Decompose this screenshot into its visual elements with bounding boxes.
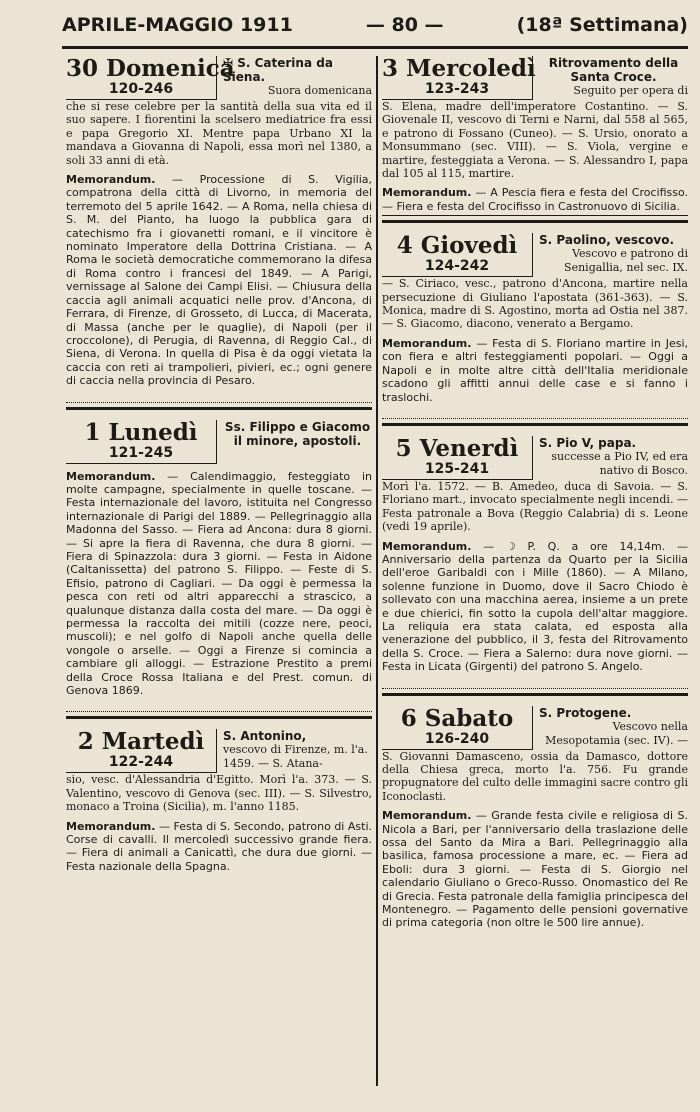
day-header (66, 420, 372, 464)
day-saturday-6 (382, 706, 688, 930)
memorandum-label: Memorandum. (66, 173, 156, 187)
saint-name: Ritrovamento della Santa Croce. (548, 56, 679, 84)
day-header (66, 56, 372, 100)
day-text: — S. Ciriaco, vesc., patrono d'Ancona, martire nella persecuzione di Giuliano l'apostata (361-363). — S. Monica, madre di S. Agostino, morta ad Ostia nel 387. — S. Giacomo, diacono, venerato a Bergamo. (382, 277, 688, 331)
memorandum (382, 540, 688, 674)
day-text: che si rese celebre per la santità della sua vita ed il suo sapere. I fiorentini la scelsero mediatrice fra essi e papa Gregorio XI. Mentre papa Urbano XI la mandava a Giovanna di Napoli, essa morì nel 1380, a soli 33 anni di età. (66, 100, 372, 167)
saint-note: Seguito per opera di (573, 84, 688, 97)
memorandum-text: — Grande festa civile e religiosa di S. Nicola a Bari, per l'anniversario della traslazione delle ossa del Santo da Mira a Bari. Pellegrinaggio alla basilica, famosa processione a mare, ec. — Fiera ad Eboli: dura 3 giorni. — Festa di S. Giorgio nel calendario Giuliano o Greco-Russo. Onomastico del Re di Grecia. Festa patronale della famiglia principesca del Montenegro. — Pagamento delle pensioni governative di prima categoria (non oltre le 500 lire annue). (382, 809, 688, 930)
day-saint (216, 420, 372, 464)
day-saint (216, 729, 372, 773)
saint-note: Suora domenicana (267, 84, 372, 97)
saint-note: vescovo di Firenze, m. l'a. 1459. — S. Atana- (223, 743, 368, 771)
day-monday-1 (66, 420, 372, 720)
day-title (382, 233, 532, 277)
memorandum-label: Memorandum. (66, 469, 156, 483)
day-numbers: 122-244 (66, 754, 216, 773)
day-name: 4 Giovedì (396, 232, 518, 260)
day-numbers: 124-242 (382, 258, 532, 277)
memorandum (382, 186, 688, 213)
saint-note: Vescovo nella Mesopotamia (sec. IV). — (545, 719, 688, 747)
day-thursday-4 (382, 233, 688, 426)
day-saint (216, 56, 372, 100)
memorandum-text: — Calendimaggio, festeggiato in molte campagne, specialmente in quelle toscane. — Festa internazionale del lavoro, istituita nel Congresso internazionale di Parigi del 1889. — Pellegrinaggio alla Madonna del Sasso. — Fiera ad Ancona: dura 8 giorni. — Si apre la fiera di Ravenna, che dura 8 giorni. — Fiera di Spinazzola: dura 3 giorni. — Festa in Aidone (Caltanissetta) del patrono S. Filippo. — Feste di S. Efisio, patrono di Cagliari. — Da oggi è permessa la pesca con reti od altri apparecchi a strascico, a qualunque distanza dalla costa del mare. — Da oggi è permessa la raccolta dei mitili (cozze nere, peoci, muscoli); e nel golfo di Napoli anche quella delle vongole o arselle. — Oggi a Firenze si comincia a cambiare gli alloggi. — Estrazione Prestito a premi della Croce Rossa Italiana e del Prest. comun. di Genova 1869. (66, 469, 372, 698)
day-wednesday-3 (382, 56, 688, 223)
day-title (382, 56, 536, 100)
day-friday-5 (382, 436, 688, 696)
day-text: S. Elena, madre dell'imperatore Costantino. — S. Giovenale II, vescovo di Terni e Narni, dal 558 al 565, e patrono di Fossano (Cuneo). — S. Ursio, onorato a Monsummano (sec. VIII). — S. Viola, vergine e martire, festeggiata a Verona. — S. Alessandro I, papa dal 105 al 115, martire. (382, 100, 688, 181)
memorandum (382, 337, 688, 404)
day-numbers: 126-240 (382, 731, 532, 750)
day-numbers: 121-245 (66, 445, 216, 464)
day-title (382, 706, 532, 750)
thin-separator (382, 215, 688, 216)
day-sunday-30 (66, 56, 372, 410)
memorandum-label: Memorandum. (382, 336, 472, 350)
section-separator (382, 693, 688, 696)
saint-name: S. Paolino, vescovo. (539, 233, 675, 248)
memorandum (66, 470, 372, 698)
section-separator (66, 716, 372, 719)
section-separator (382, 220, 688, 223)
memorandum-label: Memorandum. (382, 186, 472, 200)
memorandum (382, 809, 688, 930)
day-saint (532, 56, 688, 100)
day-saint (532, 706, 688, 750)
dotted-separator (382, 418, 688, 419)
header-week: (18ª Settimana) (516, 14, 688, 36)
day-title (66, 729, 216, 773)
dotted-separator (382, 688, 688, 689)
day-title (382, 436, 532, 480)
dotted-separator (66, 711, 372, 712)
day-header (382, 436, 688, 480)
dotted-separator (66, 402, 372, 403)
memorandum-text: — Processione di S. Vigilia, compatrona della città di Livorno, in memoria del terremoto del 5 aprile 1642. — A Roma, nella chiesa di S. M. del Pianto, ha luogo la pubblica gara di catechismo fra i giovanetti romani, e il vincitore è nominato Imperatore della Dottrina Cristiana. — A Roma le società democratiche commemorano la difesa di Roma contro i francesi del 1849. — A Parigi, vernissage al Salone dei Campi Elisi. — Chiusura della caccia agli animali acquatici nelle prov. d'Ancona, di Ferrara, di Firenze, di Grosseto, di Lucca, di Macerata, di Massa (anche per le quaglie), di Napoli (per il croccolone), di Perugia, di Ravenna, di Reggio Cal., di Siena, di Verona. In quella di Pisa è da oggi vietata la caccia con reti ai trampolieri, pivieri, ec.; ogni genere di caccia nella provincia di Pesaro. (66, 173, 372, 388)
memorandum-text: — Festa di S. Secondo, patrono di Asti. Corse di cavalli. Il mercoledì successivo grande fiera. — Fiera di animali a Canicattì, che dura due giorni. — Festa nazionale della Spagna. (66, 819, 372, 873)
memorandum-label: Memorandum. (382, 539, 472, 553)
memorandum-label: Memorandum. (382, 809, 472, 823)
day-name: 1 Lunedì (84, 418, 198, 446)
memorandum-text: — ☽ P. Q. a ore 14,14m. — Anniversario della partenza da Quarto per la Sicilia dell'eroe Garibaldi con i Mille (1860). — A Milano, solenne funzione in Duomo, dove il Sacro Chiodo è sollevato con una macchina aerea, insieme a un prete e due chierici, fin sotto la cupola dell'altar maggiore. La reliquia era stata calata, ed esposta alla venerazione del pubblico, il 3, festa del Ritrovamento della S. Croce. — Fiera a Salerno: dura nove giorni. — Festa in Licata (Girgenti) del patrono S. Angelo. (382, 539, 688, 674)
day-saint (532, 436, 688, 480)
day-header (66, 729, 372, 773)
saint-name: S. Pio V, papa. (539, 435, 637, 450)
day-name: 3 Mercoledì (382, 56, 536, 82)
day-header (382, 56, 688, 100)
right-column (382, 56, 688, 1098)
day-saint (532, 233, 688, 277)
day-text: sio, vesc. d'Alessandria d'Egitto. Morì l'a. 373. — S. Valentino, vescovo di Genova (sec. III). — S. Silvestro, monaco a Troina (Sicilia), m. l'anno 1185. (66, 773, 372, 814)
page-header (62, 14, 688, 44)
saint-name: S. Antonino, (223, 729, 307, 744)
day-numbers: 123-243 (382, 81, 532, 100)
memorandum (66, 820, 372, 874)
day-header (382, 706, 688, 750)
header-dates: APRILE-MAGGIO 1911 (62, 14, 293, 36)
header-rule (62, 46, 688, 49)
day-text: S. Giovanni Damasceno, ossia da Damasco, dottore della Chiesa greca, morto l'a. 756. Fu grande propugnatore del culto delle immagini sacre contro gli Iconoclasti. (382, 749, 688, 803)
day-numbers: 120-246 (66, 81, 216, 100)
day-title (66, 56, 235, 100)
left-column (66, 56, 372, 1098)
column-divider (376, 56, 378, 1086)
memorandum-text: — Festa di S. Floriano martire in Jesi, con fiera e altri festeggiamenti popolari. — Oggi a Napoli e in molte altre città dell'Italia meridionale scadono gli affitti annui delle case e si fanno i traslochi. (382, 336, 688, 404)
day-tuesday-2 (66, 729, 372, 873)
section-separator (66, 407, 372, 410)
saint-note: Vescovo e patrono di Senigallia, nel sec. IX. (564, 247, 688, 275)
day-header (382, 233, 688, 277)
section-separator (382, 423, 688, 426)
day-numbers: 125-241 (382, 461, 532, 480)
day-text: Morì l'a. 1572. — B. Amedeo, duca di Savoia. — S. Floriano mart., invocato specialmente negli incendi. — Festa patronale a Bova (Reggio Calabria) di s. Leone (vedi 19 aprile). (382, 479, 688, 534)
day-name: 6 Sabato (400, 704, 514, 732)
saint-name: S. Protogene. (539, 705, 632, 720)
memorandum-text: — A Pescia fiera e festa del Crocifisso. — Fiera e festa del Crocifisso in Castronuovo di Sicilia. (382, 186, 688, 213)
saint-name: ✠ S. Caterina da Siena. (223, 56, 333, 84)
saint-name: Ss. Filippo e Giacomo il minore, apostoli. (224, 419, 371, 448)
saint-note: successe a Pio IV, ed era nativo di Bosco. (551, 449, 688, 477)
day-name: 2 Martedì (77, 728, 205, 756)
day-title (66, 420, 216, 464)
day-name: 30 Domenica (66, 56, 235, 82)
header-page-number: — 80 — (365, 14, 444, 36)
memorandum (66, 173, 372, 388)
day-name: 5 Venerdì (395, 434, 519, 462)
memorandum-label: Memorandum. (66, 819, 156, 833)
